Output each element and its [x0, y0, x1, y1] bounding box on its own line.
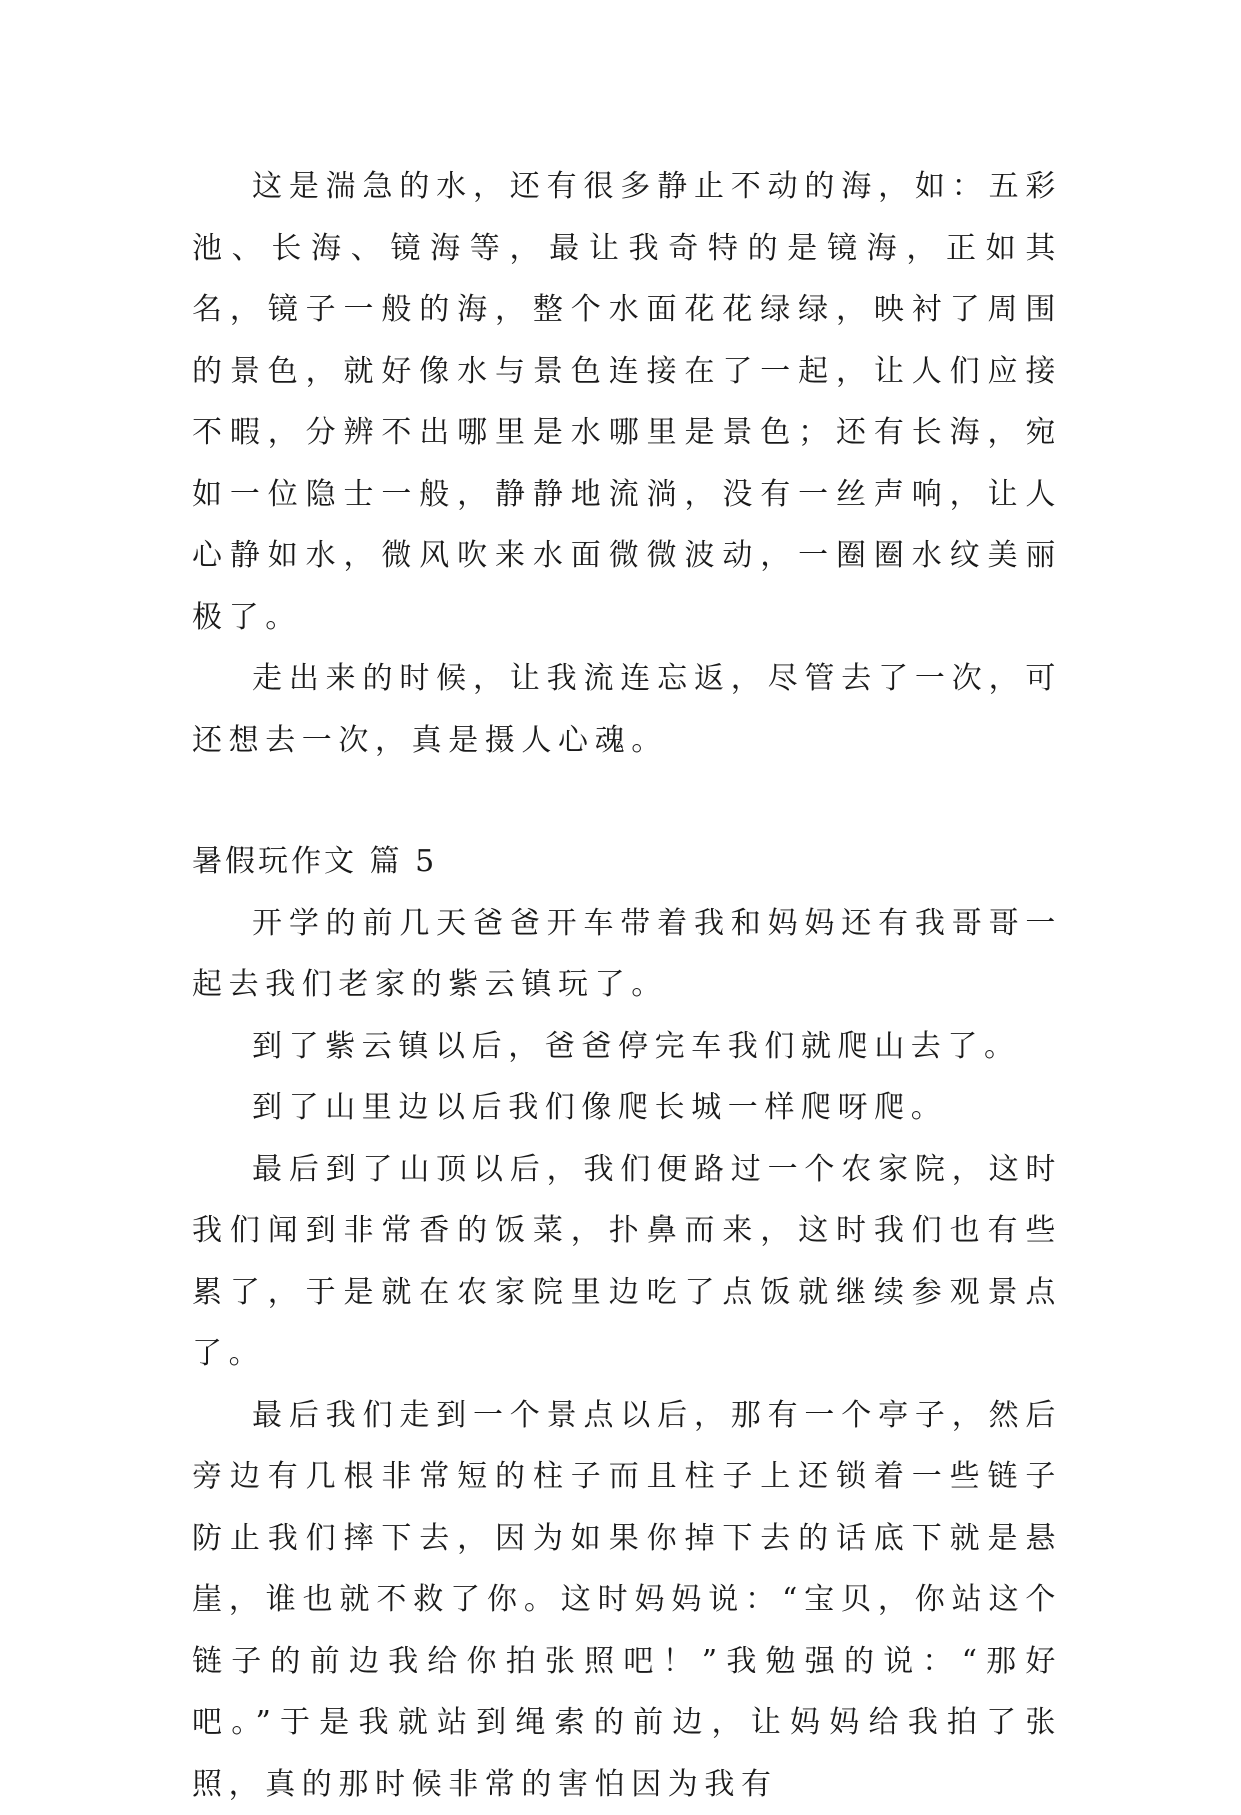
paragraph: 这是湍急的水，还有很多静止不动的海，如：五彩池、长海、镜海等，最让我奇特的是镜海，正如其名，镜子一般的海，整个水面花花绿绿，映衬了周围的景色，就好像水与景色连接在了一起，让人们应接不暇，分辨不出哪里是水哪里是景色；还有长海，宛如一位隐士一般，静静地流淌，没有一丝声响，让人心静如水，微风吹来水面微微波动，一圈圈水纹美丽极了。 — [192, 156, 1062, 648]
document-body — [192, 156, 1062, 1815]
paragraph: 到了山里边以后我们像爬长城一样爬呀爬。 — [192, 1077, 1062, 1139]
paragraph: 走出来的时候，让我流连忘返，尽管去了一次，可还想去一次，真是摄人心魂。 — [192, 648, 1062, 771]
paragraph: 到了紫云镇以后，爸爸停完车我们就爬山去了。 — [192, 1016, 1062, 1078]
paragraph: 最后到了山顶以后，我们便路过一个农家院，这时我们闻到非常香的饭菜，扑鼻而来，这时我们也有些累了，于是就在农家院里边吃了点饭就继续参观景点了。 — [192, 1139, 1062, 1385]
paragraph: 最后我们走到一个景点以后，那有一个亭子，然后旁边有几根非常短的柱子而且柱子上还锁着一些链子防止我们摔下去，因为如果你掉下去的话底下就是悬崖，谁也就不救了你。这时妈妈说：“宝贝，你站这个链子的前边我给你拍张照吧！”我勉强的说：“那好吧。”于是我就站到绳索的前边，让妈妈给我拍了张照，真的那时候非常的害怕因为我有 — [192, 1385, 1062, 1815]
section-heading: 暑假玩作文 篇 5 — [192, 831, 1062, 893]
paragraph: 开学的前几天爸爸开车带着我和妈妈还有我哥哥一起去我们老家的紫云镇玩了。 — [192, 893, 1062, 1016]
